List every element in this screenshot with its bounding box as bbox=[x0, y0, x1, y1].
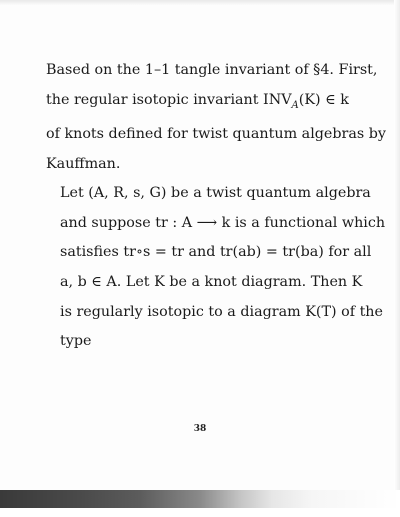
text-line: is regularly isotopic to a diagram K(T) of the bbox=[60, 303, 383, 320]
paragraph-1 bbox=[46, 56, 386, 179]
text-line: a, b ∈ A. Let K be a knot diagram. Then K bbox=[60, 274, 363, 291]
text-line: type bbox=[60, 333, 92, 350]
subscript-a: A bbox=[291, 99, 299, 111]
page-top-shadow bbox=[0, 0, 400, 6]
paragraph-2 bbox=[46, 179, 386, 357]
text-line: of knots defined for twist quantum algebras by bbox=[46, 126, 386, 143]
scan-gradient-bar bbox=[0, 490, 400, 508]
page-number: 38 bbox=[193, 424, 207, 434]
page-right-shadow bbox=[394, 0, 400, 517]
text-line: satisfies tr∘s = tr and tr(ab) = tr(ba) for all bbox=[60, 244, 372, 261]
body-text bbox=[46, 56, 386, 357]
text-line-head: the regular isotopic invariant INV bbox=[46, 91, 292, 108]
text-line bbox=[46, 86, 358, 120]
scan-bottom-margin bbox=[0, 508, 400, 517]
text-line: Based on the 1–1 tangle invariant of §4. First, bbox=[46, 62, 378, 78]
text-line: Kauffman. bbox=[46, 155, 121, 172]
text-line: Let (A, R, s, G) be a twist quantum algebra bbox=[60, 185, 371, 202]
text-line-tail: (K) ∈ k bbox=[298, 91, 349, 108]
text-line: and suppose tr : A ⟶ k is a functional which bbox=[60, 214, 386, 231]
